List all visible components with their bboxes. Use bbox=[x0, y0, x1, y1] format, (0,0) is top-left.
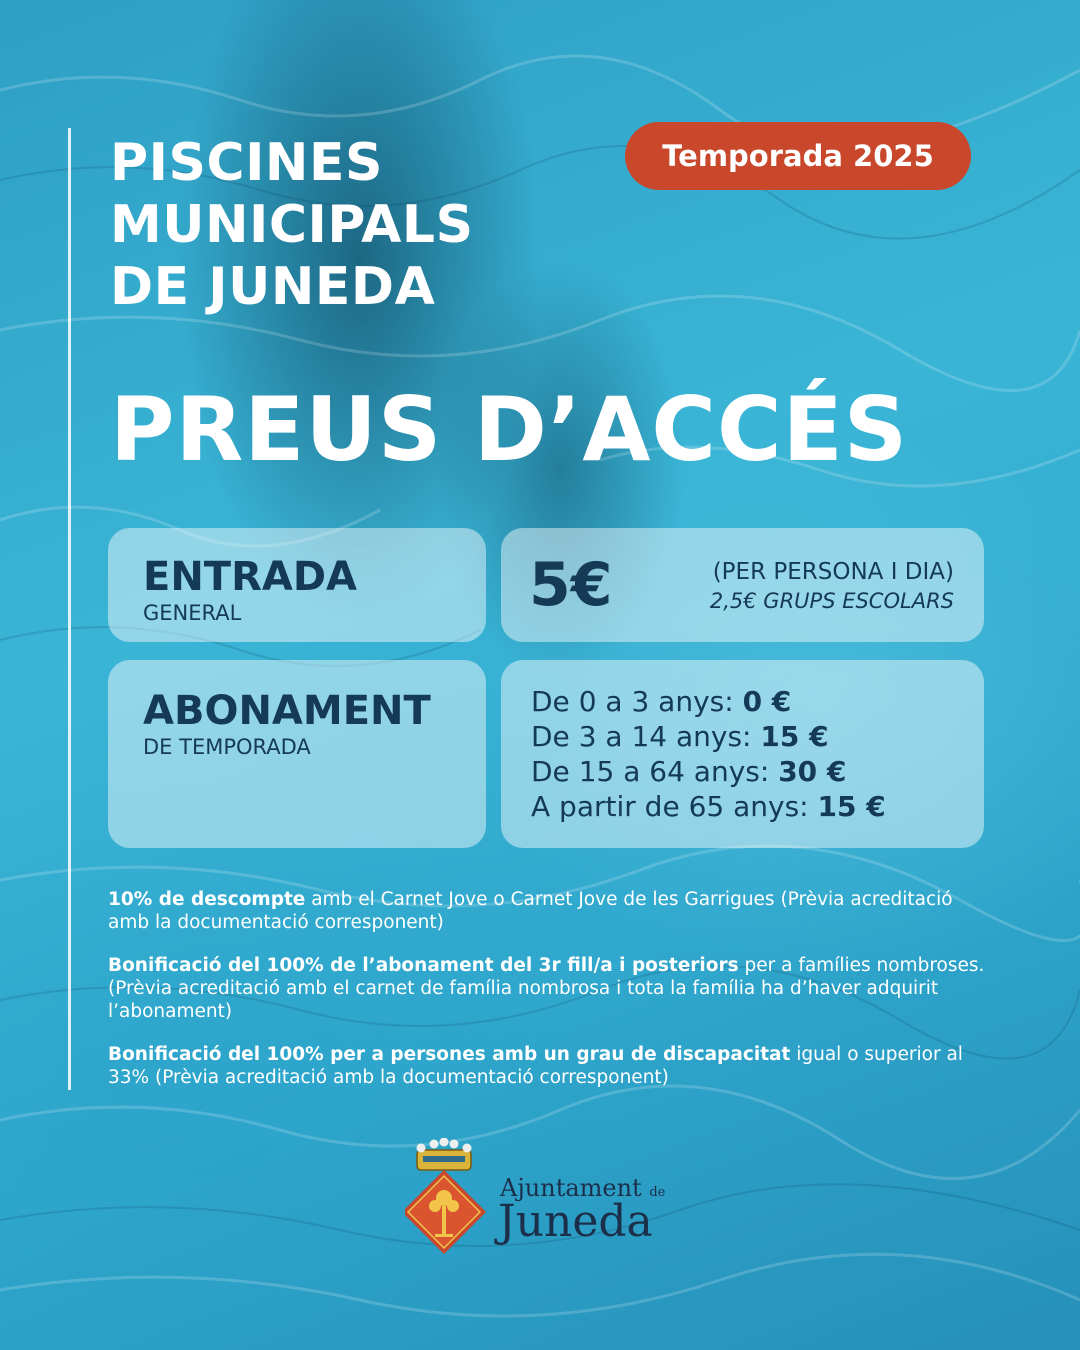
age-price: 30 € bbox=[778, 755, 847, 788]
abonament-label: ABONAMENT bbox=[143, 688, 431, 734]
entrada-note: (PER PERSONA I DIA) bbox=[712, 559, 954, 585]
title-line-2: MUNICIPALS bbox=[110, 195, 474, 255]
note-text: per a famílies nombroses. (Prèvia acreditació amb el carnet de família nombrosa i tota la família ha d’haver adquirit l’abonament) bbox=[108, 955, 985, 1022]
entrada-price-card bbox=[501, 528, 984, 642]
abonament-sublabel: DE TEMPORADA bbox=[143, 735, 311, 759]
age-range: De 3 a 14 anys: bbox=[531, 720, 761, 753]
abonament-prices-card bbox=[501, 660, 984, 848]
note-carnet-jove bbox=[108, 888, 998, 934]
accent-line bbox=[68, 128, 71, 1090]
school-groups-note: 2,5€ GRUPS ESCOLARS bbox=[709, 589, 954, 613]
entrada-label: ENTRADA bbox=[143, 554, 358, 600]
abonament-price-list bbox=[531, 684, 886, 824]
logo-line-1: Ajuntament bbox=[500, 1174, 642, 1202]
price-row bbox=[531, 789, 886, 824]
abonament-label-card bbox=[108, 660, 486, 848]
note-bold: Bonificació del 100% de l’abonament del 3r fill/a i posteriors bbox=[108, 955, 739, 976]
age-price: 15 € bbox=[817, 790, 886, 823]
price-row bbox=[531, 684, 886, 719]
price-row bbox=[531, 754, 886, 789]
prices-heading: PREUS D’ACCÉS bbox=[110, 378, 909, 481]
discount-notes bbox=[108, 888, 998, 1109]
age-range: A partir de 65 anys: bbox=[531, 790, 818, 823]
entrada-label-card bbox=[108, 528, 486, 642]
title-line-3: DE JUNEDA bbox=[110, 257, 436, 317]
note-disability bbox=[108, 1043, 998, 1089]
season-badge: Temporada 2025 bbox=[625, 122, 971, 190]
logo-juneda: Juneda bbox=[498, 1196, 653, 1247]
logo-line-1-suffix: de bbox=[649, 1185, 666, 1200]
age-range: De 15 a 64 anys: bbox=[531, 755, 779, 788]
price-row bbox=[531, 719, 886, 754]
note-bold: 10% de descompte bbox=[108, 889, 306, 910]
title-line-1: PISCINES bbox=[110, 133, 383, 193]
age-price: 0 € bbox=[742, 685, 792, 718]
entrada-sublabel: GENERAL bbox=[143, 601, 242, 625]
pool-title bbox=[110, 132, 474, 318]
note-text: amb el Carnet Jove o Carnet Jove de les Garrigues (Prèvia acreditació amb la documentació corresponent) bbox=[108, 889, 953, 933]
age-price: 15 € bbox=[760, 720, 829, 753]
note-text: igual o superior al 33% (Prèvia acreditació amb la documentació corresponent) bbox=[108, 1044, 963, 1088]
entrada-price: 5€ bbox=[529, 550, 613, 620]
note-bold: Bonificació del 100% per a persones amb un grau de discapacitat bbox=[108, 1044, 791, 1065]
note-families bbox=[108, 954, 998, 1023]
age-range: De 0 a 3 anys: bbox=[531, 685, 743, 718]
